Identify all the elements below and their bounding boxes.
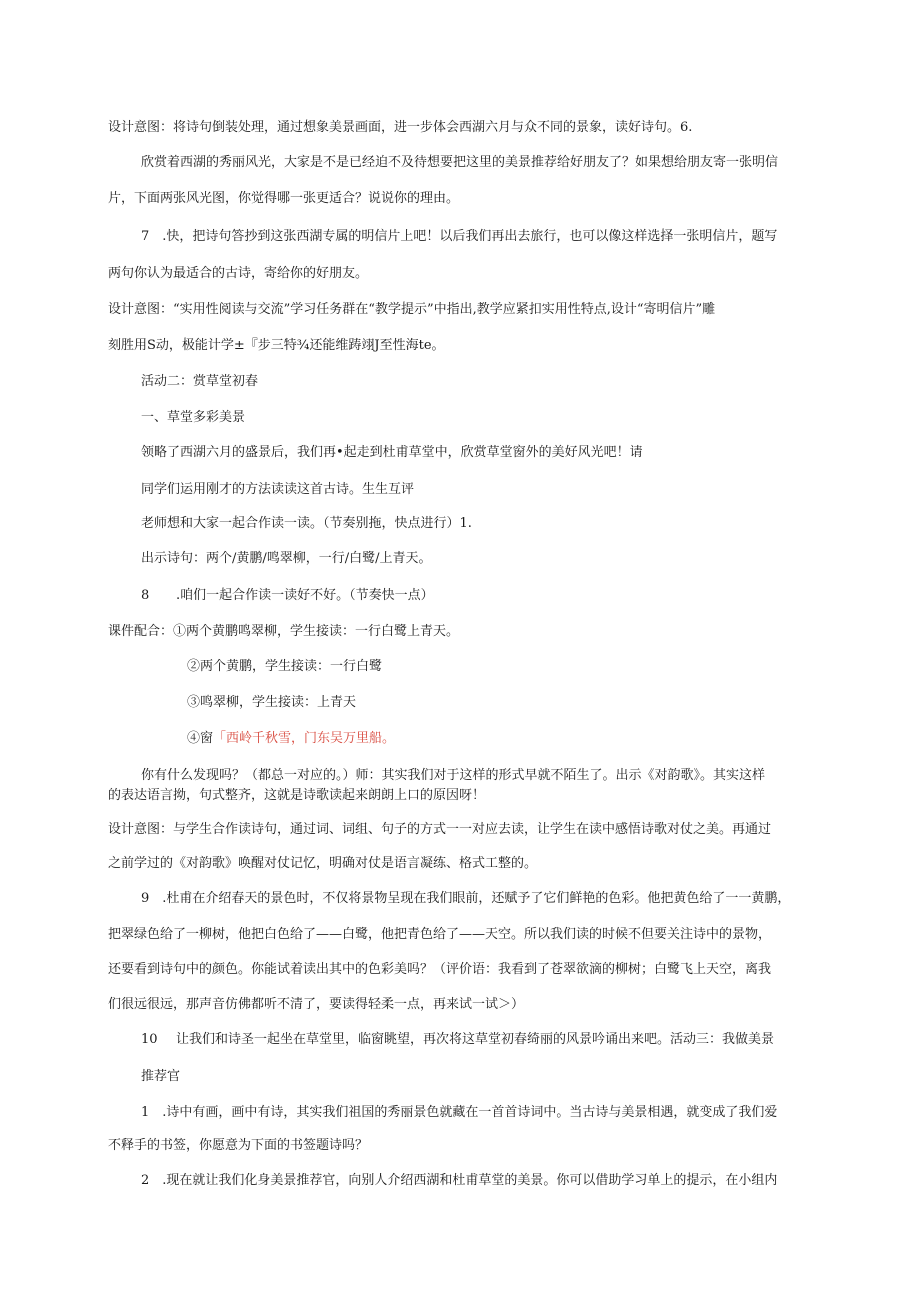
highlighted-verse: 「西岭千秋雪，门东吴万里船。 bbox=[213, 731, 396, 746]
courseware-line: ③鸣翠柳，学生接读：上青天 bbox=[187, 695, 357, 710]
design-intent-3: 设计意图：与学生合作读诗句，通过词、词组、句子的方式一一对应去读，让学生在读中感悟诗歌对仗之美。再通过 bbox=[108, 822, 772, 837]
courseware-line: 课件配合：①两个黄鹏鸣翠柳，学生接读：一行白鹭上青天。 bbox=[108, 624, 460, 639]
paragraph-line: 片，下面两张风光图，你觉得哪一张更适合？说说你的理由。 bbox=[108, 191, 460, 206]
paragraph-line: 你有什么发现吗？（都总一对应的。）师：其实我们对于这样的形式早就不陌生了。出示《对韵歌》。其实这样 bbox=[141, 768, 766, 783]
design-intent-1: 设计意图：将诗句倒装处理，通过想象美景画面，进一步体会西湖六月与众不同的景象，读好诗句。6. bbox=[108, 120, 693, 135]
paragraph-line: 之前学过的《对韵歌》唤醒对仗记忆，明确对仗是语言凝练、格式工整的。 bbox=[108, 856, 538, 871]
paragraph-line: 1 .诗中有画，画中有诗，其实我们祖国的秀丽景色就藏在一首首诗词中。当古诗与美景相遇，就变成了我们爱 bbox=[141, 1105, 778, 1120]
activity-heading: 活动二：赏草堂初春 bbox=[141, 374, 259, 389]
section-heading: 一、草堂多彩美景 bbox=[141, 410, 246, 425]
paragraph-line: 还要看到诗句中的颜色。你能试着读出其中的色彩美吗？（评价语：我看到了苍翠欲滴的柳树；白鹭飞上天空，离我 bbox=[108, 962, 772, 977]
paragraph-line: 欣赏着西湖的秀丽风光，大家是不是已经迫不及待想要把这里的美景推荐给好朋友了？如果想给朋友寄一张明信 bbox=[141, 155, 779, 170]
paragraph-line: 7 .快，把诗句答抄到这张西湖专属的明信片上吧！以后我们再出去旅行，也可以像这样选择一张明信片，题写 bbox=[141, 229, 778, 244]
paragraph-line: 推荐官 bbox=[141, 1069, 181, 1084]
paragraph-line: 同学们运用刚才的方法读读这首古诗。生生互评 bbox=[141, 482, 415, 497]
paragraph-line: 2 .现在就让我们化身美景推荐官，向别人介绍西湖和杜甫草堂的美景。你可以借助学习单上的提示，在小组内 bbox=[141, 1173, 778, 1188]
paragraph-line: 不释手的书签，你愿意为下面的书签题诗吗？ bbox=[108, 1138, 369, 1153]
paragraph-line: 刻胜用S动，极能计学±『步三特¾还能维踌翊J至性海te。 bbox=[108, 338, 445, 353]
paragraph-line: 领略了西湖六月的盛景后，我们再•起走到杜甫草堂中，欣赏草堂窗外的美好风光吧！请 bbox=[141, 445, 643, 460]
paragraph-line: 的表达语言拗，句式整齐，这就是诗歌读起来朗朗上口的原因呀！ bbox=[108, 788, 486, 803]
paragraph-line: 让我们和诗圣一起坐在草堂里，临窗眺望，再次将这草堂初春绮丽的风景吟诵出来吧。活动三：我做美景 bbox=[176, 1032, 775, 1047]
paragraph-line: 两句你认为最适合的古诗，寄给你的好朋友。 bbox=[108, 266, 369, 281]
design-intent-2: 设计意图：“实用性阅读与交流”学习任务群在“教学提示”中指出,教学应紧扣实用性特点,设计“寄明信片”雕 bbox=[108, 302, 716, 317]
item-number: 10 bbox=[141, 1032, 158, 1047]
courseware-line: ②两个黄鹏，学生接读：一行白鹭 bbox=[187, 659, 383, 674]
paragraph-line: 把翠绿色给了一柳树，他把白色给了——白鹭，他把青色给了——天空。所以我们读的时候不但要关注诗中的景物， bbox=[108, 927, 772, 942]
paragraph-line: 9 .杜甫在介绍春天的景色时，不仅将景物呈现在我们眼前，还赋予了它们鲜艳的色彩。他把黄色给了一一黄鹏， bbox=[141, 891, 791, 906]
item-number: 8 bbox=[141, 588, 150, 603]
courseware-prefix: ④窗 bbox=[187, 731, 214, 746]
paragraph-line: 们很远很远，那声音仿佛都听不清了，要读得轻柔一点，再来试一试＞） bbox=[108, 997, 525, 1012]
paragraph-line: 老师想和大家一起合作读一读。（节奏别拖，快点进行）1. bbox=[141, 516, 472, 531]
paragraph-line: 出示诗句：两个/黄鹏/鸣翠柳，一行/白鹭/上青天。 bbox=[141, 551, 432, 566]
paragraph-line: .咱们一起合作读一读好不好。（节奏快一点） bbox=[176, 588, 434, 603]
courseware-line bbox=[187, 730, 395, 748]
